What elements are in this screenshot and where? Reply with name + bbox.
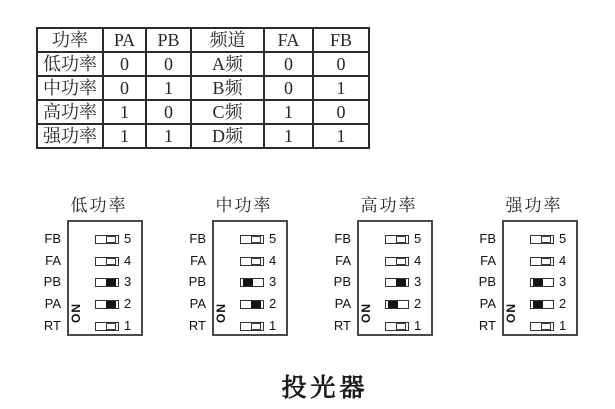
dip-switch-1 <box>385 322 409 331</box>
switch-label-rt: RT <box>43 318 61 333</box>
dip-block-title: 高功率 <box>360 196 418 215</box>
dip-block-title: 低功率 <box>70 196 128 215</box>
switch-label-fa: FA <box>335 253 351 268</box>
dip-switch-4 <box>530 257 554 266</box>
cell-pa: 0 <box>103 76 146 100</box>
switch-number: 2 <box>414 296 422 311</box>
dip-block-title: 中功率 <box>215 196 273 215</box>
cell-fb: 0 <box>313 100 369 124</box>
col-header-pa: PA <box>103 28 146 52</box>
cell-fb: 0 <box>313 52 369 76</box>
table-row <box>37 100 369 124</box>
switch-number: 3 <box>559 274 567 289</box>
dip-switch-block-strong-power <box>478 196 578 336</box>
cell-pb: 1 <box>146 76 191 100</box>
switch-number: 2 <box>124 296 132 311</box>
switch-number: 3 <box>414 274 422 289</box>
switch-label-rt: RT <box>188 318 206 333</box>
cell-channel: A频 <box>191 52 264 76</box>
dip-switch-block-medium-power <box>188 196 288 336</box>
cell-power-name: 低功率 <box>37 52 103 76</box>
cell-fa: 0 <box>264 52 313 76</box>
cell-pb: 0 <box>146 100 191 124</box>
cell-fa: 1 <box>264 100 313 124</box>
switch-label-fb: FB <box>189 231 206 246</box>
dip-switch-3 <box>95 278 119 287</box>
switch-label-pa: PA <box>334 296 351 311</box>
dip-switch-3 <box>240 278 264 287</box>
dip-switch-5 <box>95 235 119 244</box>
switch-knob <box>541 323 551 330</box>
switch-number: 4 <box>414 253 422 268</box>
switch-number: 5 <box>559 231 567 246</box>
dip-switch-1 <box>240 322 264 331</box>
dip-switch-2 <box>240 300 264 309</box>
switch-number: 4 <box>124 253 132 268</box>
switch-number: 4 <box>559 253 567 268</box>
cell-fb: 1 <box>313 124 369 148</box>
switch-knob <box>541 236 551 243</box>
switch-knob <box>533 279 543 286</box>
switch-number: 1 <box>124 318 132 333</box>
dip-switch-4 <box>240 257 264 266</box>
switch-number: 3 <box>124 274 132 289</box>
caption-floodlight: 投光器 <box>281 374 369 402</box>
switch-label-fb: FB <box>334 231 351 246</box>
dip-switch-5 <box>530 235 554 244</box>
switch-knob <box>396 236 406 243</box>
switch-label-fa: FA <box>190 253 206 268</box>
switch-knob <box>388 301 398 308</box>
cell-pb: 1 <box>146 124 191 148</box>
switch-number: 2 <box>559 296 567 311</box>
col-header-pb: PB <box>146 28 191 52</box>
on-label: ON <box>214 303 228 323</box>
switch-number: 3 <box>269 274 277 289</box>
dip-switch-block-high-power <box>333 196 433 336</box>
switch-label-fa: FA <box>45 253 61 268</box>
dip-switch-5 <box>385 235 409 244</box>
switch-label-pa: PA <box>44 296 61 311</box>
switch-knob <box>106 236 116 243</box>
cell-power-name: 高功率 <box>37 100 103 124</box>
dip-switch-2 <box>95 300 119 309</box>
dip-switch-1 <box>530 322 554 331</box>
table-header-row <box>37 28 369 52</box>
cell-power-name: 中功率 <box>37 76 103 100</box>
dip-switch-2 <box>530 300 554 309</box>
cell-channel: D频 <box>191 124 264 148</box>
switch-knob <box>533 301 543 308</box>
dip-switch-1 <box>95 322 119 331</box>
switch-knob <box>251 236 261 243</box>
switch-knob <box>251 323 261 330</box>
cell-fa: 1 <box>264 124 313 148</box>
col-header-fb: FB <box>313 28 369 52</box>
cell-fb: 1 <box>313 76 369 100</box>
switch-label-fa: FA <box>480 253 496 268</box>
switch-knob <box>251 301 261 308</box>
cell-fa: 0 <box>264 76 313 100</box>
dip-block-title: 强功率 <box>505 196 563 215</box>
table-row <box>37 124 369 148</box>
switch-label-pb: PB <box>43 274 61 289</box>
switch-number: 2 <box>269 296 277 311</box>
switch-knob <box>106 279 116 286</box>
cell-power-name: 强功率 <box>37 124 103 148</box>
switch-label-pb: PB <box>478 274 496 289</box>
dip-switch-5 <box>240 235 264 244</box>
on-label: ON <box>69 303 83 323</box>
switch-number: 5 <box>414 231 422 246</box>
switch-knob <box>106 323 116 330</box>
dip-switch-4 <box>95 257 119 266</box>
switch-label-pa: PA <box>189 296 206 311</box>
switch-number: 1 <box>414 318 422 333</box>
cell-pa: 1 <box>103 100 146 124</box>
switch-label-fb: FB <box>479 231 496 246</box>
dip-switch-block-low-power <box>43 196 143 336</box>
cell-channel: C频 <box>191 100 264 124</box>
power-channel-table <box>36 27 370 149</box>
switch-knob <box>396 323 406 330</box>
on-label: ON <box>359 303 373 323</box>
dip-switch-3 <box>530 278 554 287</box>
dip-switch-3 <box>385 278 409 287</box>
switch-knob <box>396 258 406 265</box>
cell-pa: 1 <box>103 124 146 148</box>
cell-pa: 0 <box>103 52 146 76</box>
col-header-channel: 频道 <box>191 28 264 52</box>
dip-switch-2 <box>385 300 409 309</box>
col-header-fa: FA <box>264 28 313 52</box>
switch-label-fb: FB <box>44 231 61 246</box>
cell-channel: B频 <box>191 76 264 100</box>
switch-number: 1 <box>269 318 277 333</box>
switch-label-pb: PB <box>333 274 351 289</box>
switch-label-rt: RT <box>478 318 496 333</box>
switch-knob <box>251 258 261 265</box>
cell-pb: 0 <box>146 52 191 76</box>
switch-label-pa: PA <box>479 296 496 311</box>
switch-label-pb: PB <box>188 274 206 289</box>
col-header-power: 功率 <box>37 28 103 52</box>
on-label: ON <box>504 303 518 323</box>
switch-knob <box>541 258 551 265</box>
table-row <box>37 76 369 100</box>
switch-knob <box>396 279 406 286</box>
switch-number: 4 <box>269 253 277 268</box>
switch-knob <box>106 301 116 308</box>
dip-switch-4 <box>385 257 409 266</box>
table-row <box>37 52 369 76</box>
switch-number: 5 <box>269 231 277 246</box>
switch-knob <box>106 258 116 265</box>
switch-label-rt: RT <box>333 318 351 333</box>
switch-knob <box>243 279 253 286</box>
switch-number: 5 <box>124 231 132 246</box>
switch-number: 1 <box>559 318 567 333</box>
